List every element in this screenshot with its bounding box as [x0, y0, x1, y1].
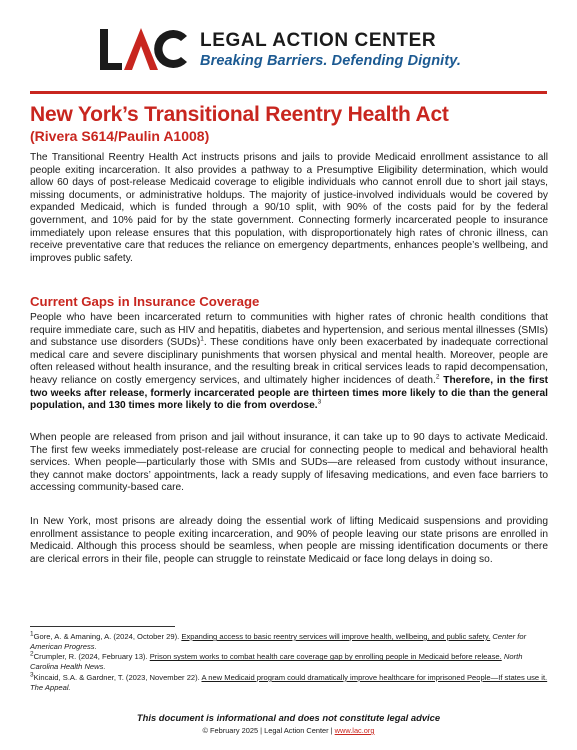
lac-logo: [100, 26, 480, 76]
gaps-p1-bold: Therefore, in the first two weeks after release, formerly incarcerated people are thirteen times more likely to die than the general population, and 130 times more likely to die from overdose.: [30, 374, 548, 412]
website-link[interactable]: www.lac.org: [334, 726, 375, 735]
gaps-p1-text-b: . These conditions have only been exacerbated by inadequate correctional medical care and severe disciplinary punishments that worsen physical and mental health. Moreover, people are often released without health insurance, and the resulting break in critical services leads to rapid decompensation, heavy reliance on costly emergency services, and ultimately higher incidences of death.: [30, 337, 548, 386]
document-subtitle: (Rivera S614/Paulin A1008): [30, 128, 210, 144]
legal-disclaimer: This document is informational and does not constitute legal advice: [136, 712, 441, 723]
gaps-p1-text-a: People who have been incarcerated return to communities with higher rates of chronic health conditions that require immediate care, such as HIV and hepatitis, diabetes and hypertension, and serious mental illnesses (SMIs) and substance use disorders (SUDs): [30, 312, 548, 349]
intro-paragraph: The Transitional Reentry Health Act instructs prisons and jails to provide Medicaid enrollment assistance to all people exiting incarceration. It also provides a pathway to a Presumptive Eligibility determination, which would allow 60 days of post-release Medicaid coverage to eligible individuals who cannot enroll due to short jail stays, missing documents, or administrative holdups. The majority of justice-involved individuals would be covered by expanded Medicaid, which is funded through a 90/10 split, with 90% of the costs paid for by the federal government, and 10% paid for by the state government. Connecting formerly incarcerated people to insurance immediately upon release ensures that this population, with disproportionately high rates of chronic illness, can receive preventative care that reduces the reliance on emergency departments, enhances people’s wellbeing, and improves public safety.: [30, 152, 548, 264]
section-heading: Current Gaps in Insurance Coverage: [30, 294, 260, 309]
gaps-paragraph-1: [30, 312, 548, 413]
logo-letter-c: [154, 30, 187, 68]
org-name: LEGAL ACTION CENTER: [200, 30, 437, 51]
footnotes: [30, 632, 548, 693]
org-tagline: Breaking Barriers. Defending Dignity.: [200, 53, 461, 69]
footnote-link[interactable]: A new Medicaid program could dramatically improve healthcare for imprisoned People—If states use it.: [201, 672, 548, 682]
footnote-ref-1: 1: [200, 335, 204, 343]
footnote-link[interactable]: Prison system works to combat health care coverage gap by enrolling people in Medicaid before release.: [149, 652, 502, 662]
footnote: $^2$Crumpler, R. (2024, February 13). Prison system works to combat health care coverage gap by enrolling people in Medicaid before release. North Carolina Health News.: [30, 650, 523, 672]
logo-letter-l: [100, 29, 122, 70]
lac-logo-mark: [100, 26, 190, 71]
footnote: $^3$Kincaid, S.A. & Gardner, T. (2023, November 22). A new Medicaid program could dramatically improve healthcare for imprisoned People—If states use it. The Appeal.: [30, 671, 548, 692]
footnote: $^1$Gore, A. & Amaning, A. (2024, October 29). Expanding access to basic reentry services will improve health, wellbeing, and public safety. Center for American Progress.: [30, 630, 527, 651]
footer-text: © February 2025 | Legal Action Center |: [202, 726, 335, 735]
gaps-paragraph-3: In New York, most prisons are already doing the essential work of lifting Medicaid suspensions and providing enrollment assistance to people exiting incarceration, and 90% of people leaving our state prisons are enrolled in Medicaid. Although this process should be seamless, when people are missing identification documents or there are clerical errors in their file, people can struggle to reinstate Medicaid or face long delays in doing so.: [30, 516, 548, 565]
footnote-ref-3: 3: [317, 398, 322, 406]
page-footer: [0, 726, 577, 735]
document-title: New York’s Transitional Reentry Health Act: [30, 103, 449, 126]
footnote-link[interactable]: Expanding access to basic reentry services will improve health, wellbeing, and public safety.: [181, 632, 491, 641]
gaps-paragraph-2: When people are released from prison and jail without insurance, it can take up to 90 days to activate Medicaid. The first few weeks immediately post-release are crucial for connecting people to medical and behavioral health services. When people—particularly those with SMIs and SUDs—are released from custody without insurance, they cannot make doctors’ appointments, lack a ready supply of lifesaving medications, and even face barriers to accessing community-based care.: [30, 432, 548, 494]
logo-letter-a: [124, 28, 158, 70]
header-divider: [30, 91, 547, 94]
footnote-divider: [30, 626, 175, 627]
footnote-ref-2: 2: [435, 373, 440, 381]
